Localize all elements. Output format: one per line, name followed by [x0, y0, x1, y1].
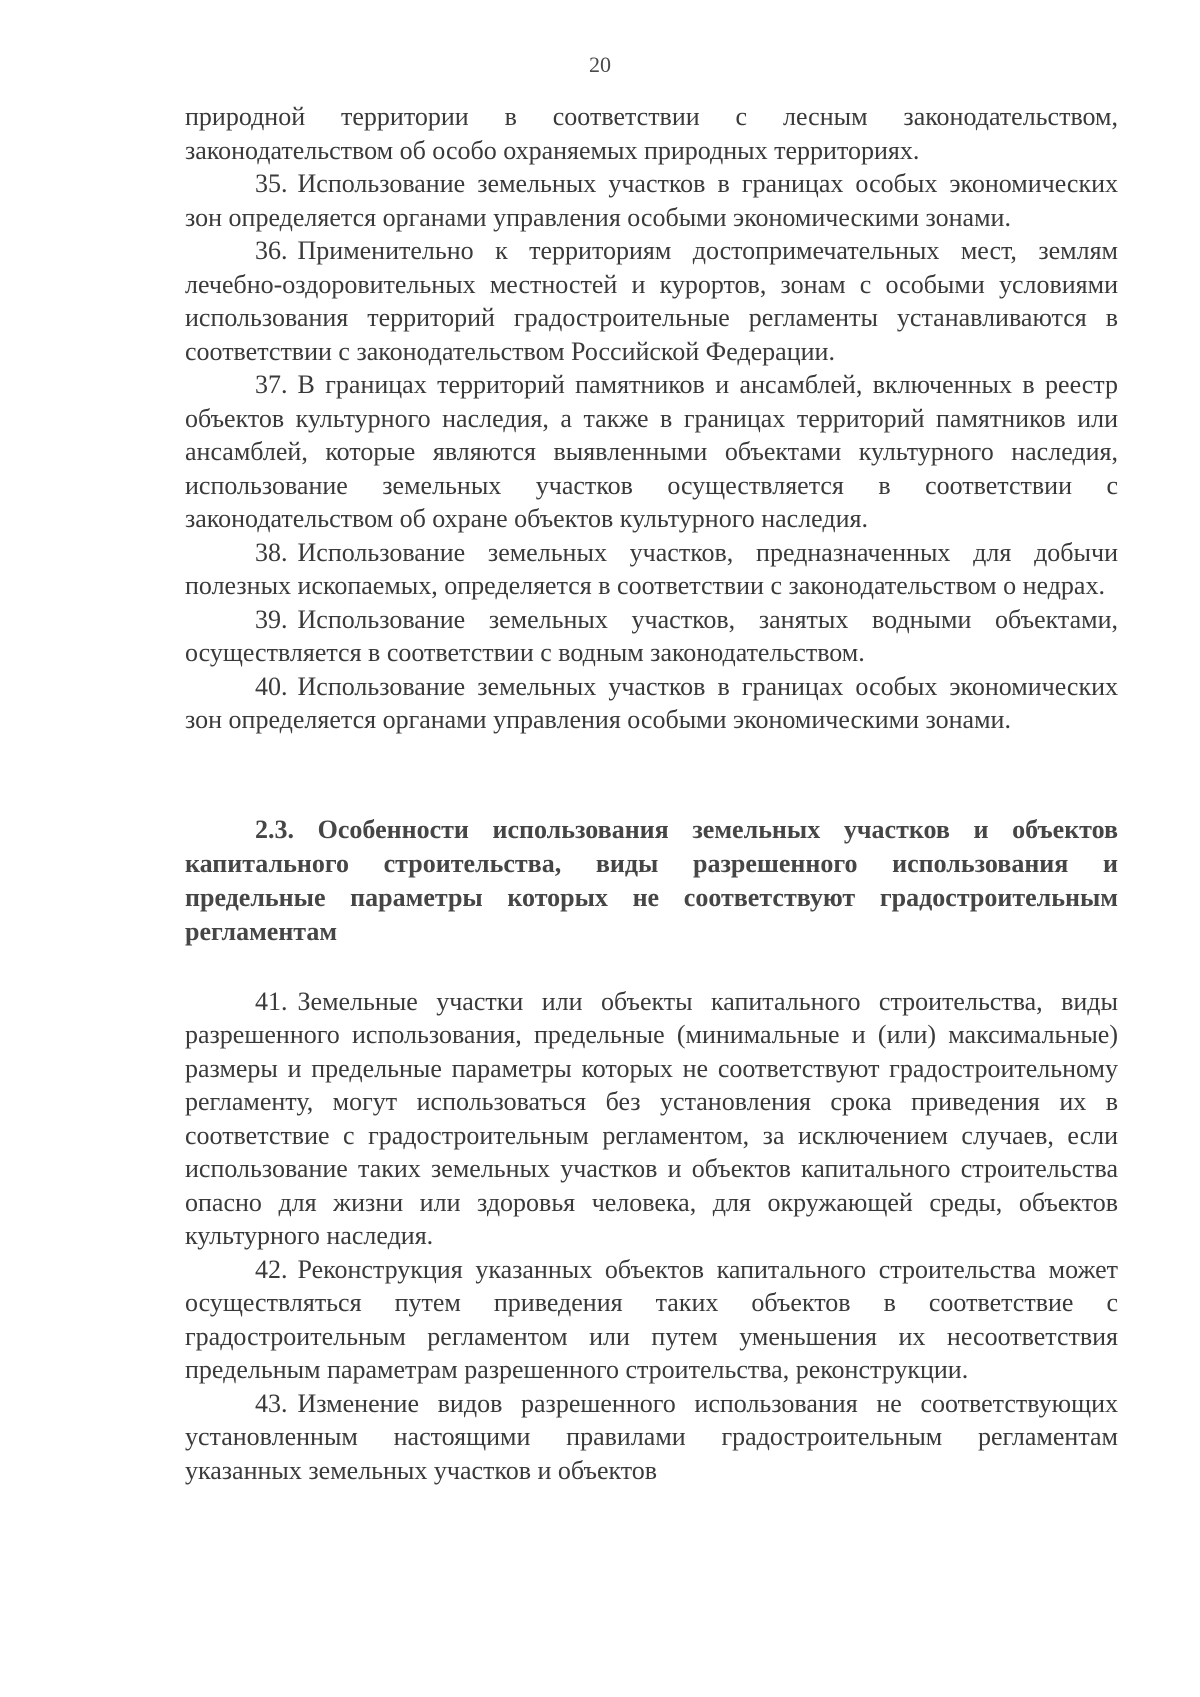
paragraph	[185, 670, 1118, 737]
paragraph-text: Применительно к территориям достопримечательных мест, землям лечебно-оздоровительных местностей и курортов, зонам с особыми условиями использования территорий градостроительные регламенты устанавливаются в соответствии с законодательством Российской Федерации.	[185, 236, 1118, 366]
paragraph-number: 40.	[255, 671, 288, 701]
paragraph	[185, 100, 1118, 167]
paragraph	[185, 603, 1118, 670]
paragraphs-before-heading	[185, 100, 1118, 737]
paragraph	[185, 536, 1118, 603]
paragraph-text: Реконструкция указанных объектов капитального строительства может осуществляться путем приведения таких объектов в соответствие с градостроительным регламентом или путем уменьшения их несоответствия предельным параметрам разрешенного строительства, реконструкции.	[185, 1254, 1118, 1384]
paragraph-number: 35.	[255, 169, 288, 198]
paragraph-number: 37.	[255, 370, 288, 399]
paragraph-number: 38.	[255, 537, 288, 567]
paragraph-text: Использование земельных участков, предназначенных для добычи полезных ископаемых, определяется в соответствии с законодательством о недрах.	[185, 537, 1118, 600]
paragraph-text: Использование земельных участков в границах особых экономических зон определяется органами управления особыми экономическими зонами.	[185, 671, 1118, 734]
paragraph-text: Земельные участки или объекты капитального строительства, виды разрешенного использования, предельные (минимальные и (или) максимальные) размеры и предельные параметры которых не соответствуют градостроительному регламенту, могут использоваться без установления срока приведения их в соответствие с градостроительным регламентом, за исключением случаев, если использование таких земельных участков и объектов капитального строительства опасно для жизни или здоровья человека, для окружающей среды, объектов культурного наследия.	[185, 986, 1118, 1250]
section-heading: 2.3. Особенности использования земельных участков и объектов капитального строительства, виды разрешенного использования и предельные параметры которых не соответствуют градостроительным регламентам	[185, 814, 1118, 946]
paragraph-text: природной территории в соответствии с лесным законодательством, законодательством об особо охраняемых природных территориях.	[185, 102, 1118, 165]
paragraph-text: Использование земельных участков в границах особых экономических зон определяется органами управления особыми экономическими зонами.	[185, 169, 1118, 232]
paragraph-number: 39.	[255, 604, 288, 634]
paragraph-text: В границах территорий памятников и ансамблей, включенных в реестр объектов культурного наследия, а также в границах территорий памятников или ансамблей, которые являются выявленными объектами культурного наследия, использование земельных участков осуществляется в соответствии с законодательством об охране объектов культурного наследия.	[185, 370, 1118, 533]
paragraph	[185, 1387, 1118, 1488]
paragraph	[185, 234, 1118, 368]
paragraph	[185, 1253, 1118, 1387]
document-body	[185, 100, 1118, 1487]
paragraph-number: 43.	[255, 1388, 288, 1418]
paragraph-number: 36.	[255, 236, 288, 265]
page-number: 20	[589, 52, 611, 77]
paragraph-text: Изменение видов разрешенного использования не соответствующих установленным настоящими правилами градостроительным регламентам указанных земельных участков и объектов	[185, 1388, 1118, 1485]
paragraphs-after-heading	[185, 985, 1118, 1488]
paragraph-text: Использование земельных участков, занятых водными объектами, осуществляется в соответствии с водным законодательством.	[185, 604, 1118, 667]
paragraph	[185, 368, 1118, 536]
paragraph	[185, 985, 1118, 1253]
paragraph	[185, 167, 1118, 234]
paragraph-number: 42.	[255, 1254, 288, 1284]
paragraph-number: 41.	[255, 986, 288, 1016]
